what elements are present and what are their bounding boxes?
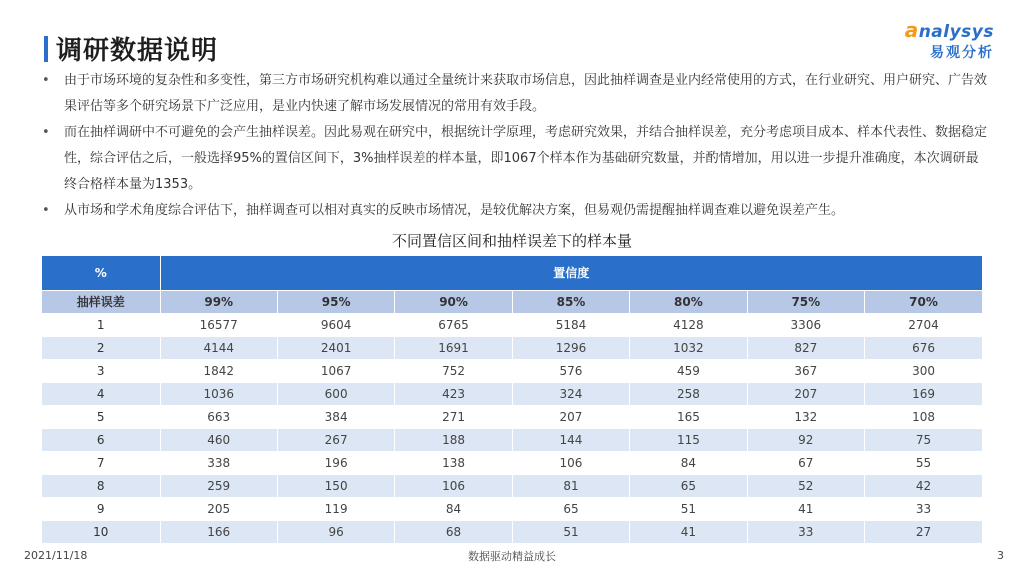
sample-size-cell: 33 bbox=[747, 520, 864, 543]
sample-size-cell: 92 bbox=[747, 428, 864, 451]
sample-size-cell: 459 bbox=[630, 359, 747, 382]
table-row bbox=[42, 520, 982, 543]
table-row bbox=[42, 313, 982, 336]
bullet-icon: • bbox=[42, 73, 50, 88]
sample-size-cell: 207 bbox=[747, 382, 864, 405]
confidence-level-cell: 99% bbox=[160, 290, 277, 313]
sample-size-cell: 663 bbox=[160, 405, 277, 428]
sample-size-cell: 65 bbox=[630, 474, 747, 497]
sample-size-cell: 96 bbox=[277, 520, 394, 543]
sample-size-cell: 41 bbox=[747, 497, 864, 520]
sample-size-cell: 1842 bbox=[160, 359, 277, 382]
sample-size-cell: 1032 bbox=[630, 336, 747, 359]
sample-size-cell: 576 bbox=[512, 359, 629, 382]
sample-size-cell: 115 bbox=[630, 428, 747, 451]
sample-size-cell: 752 bbox=[395, 359, 512, 382]
sample-size-cell: 108 bbox=[865, 405, 982, 428]
sample-size-cell: 258 bbox=[630, 382, 747, 405]
logo-chinese: 易观分析 bbox=[930, 45, 994, 61]
error-cell: 7 bbox=[42, 451, 160, 474]
sample-size-cell: 65 bbox=[512, 497, 629, 520]
confidence-level-cell: 85% bbox=[512, 290, 629, 313]
confidence-level-cell: 90% bbox=[395, 290, 512, 313]
logo-english-rest: nalysys bbox=[918, 22, 994, 42]
sample-size-cell: 68 bbox=[395, 520, 512, 543]
sample-size-cell: 384 bbox=[277, 405, 394, 428]
footer-date: 2021/11/18 bbox=[24, 549, 88, 562]
sample-size-cell: 4128 bbox=[630, 313, 747, 336]
sample-size-cell: 16577 bbox=[160, 313, 277, 336]
sample-size-cell: 300 bbox=[865, 359, 982, 382]
sample-size-cell: 207 bbox=[512, 405, 629, 428]
bullet-item bbox=[40, 68, 990, 120]
page-title: 调研数据说明 bbox=[56, 36, 219, 66]
sample-size-cell: 169 bbox=[865, 382, 982, 405]
sample-size-cell: 259 bbox=[160, 474, 277, 497]
sample-size-cell: 6765 bbox=[395, 313, 512, 336]
sample-size-cell: 188 bbox=[395, 428, 512, 451]
sample-size-cell: 81 bbox=[512, 474, 629, 497]
error-cell: 4 bbox=[42, 382, 160, 405]
sample-size-cell: 132 bbox=[747, 405, 864, 428]
sample-size-cell: 338 bbox=[160, 451, 277, 474]
error-cell: 8 bbox=[42, 474, 160, 497]
header-confidence: 置信度 bbox=[160, 256, 982, 290]
confidence-level-cell: 70% bbox=[865, 290, 982, 313]
sample-size-cell: 1067 bbox=[277, 359, 394, 382]
sample-size-cell: 324 bbox=[512, 382, 629, 405]
sample-size-cell: 33 bbox=[865, 497, 982, 520]
sample-size-cell: 4144 bbox=[160, 336, 277, 359]
sample-size-cell: 27 bbox=[865, 520, 982, 543]
sample-size-cell: 42 bbox=[865, 474, 982, 497]
table-subheader-row bbox=[42, 290, 982, 313]
sample-size-cell: 1691 bbox=[395, 336, 512, 359]
bullet-text: 从市场和学术角度综合评估下，抽样调查可以相对真实的反映市场情况，是较优解决方案，但易观仍需提醒抽样调查难以避免误差产生。 bbox=[64, 203, 845, 218]
table-row bbox=[42, 451, 982, 474]
sample-size-cell: 600 bbox=[277, 382, 394, 405]
sample-size-cell: 138 bbox=[395, 451, 512, 474]
error-cell: 2 bbox=[42, 336, 160, 359]
table-row bbox=[42, 474, 982, 497]
sample-size-cell: 144 bbox=[512, 428, 629, 451]
bullet-icon: • bbox=[42, 203, 50, 218]
table-header-row bbox=[42, 256, 982, 290]
table-row bbox=[42, 359, 982, 382]
sample-size-cell: 1296 bbox=[512, 336, 629, 359]
footer-slogan: 数据驱动精益成长 bbox=[468, 550, 556, 563]
error-cell: 1 bbox=[42, 313, 160, 336]
table-row bbox=[42, 497, 982, 520]
sample-size-cell: 166 bbox=[160, 520, 277, 543]
sample-size-cell: 119 bbox=[277, 497, 394, 520]
sample-size-cell: 271 bbox=[395, 405, 512, 428]
sample-size-cell: 423 bbox=[395, 382, 512, 405]
table-title: 不同置信区间和抽样误差下的样本量 bbox=[391, 232, 632, 250]
bullet-text: 而在抽样调研中不可避免的会产生抽样误差。因此易观在研究中，根据统计学原理，考虑研究效果，并结合抽样误差，充分考虑项目成本、样本代表性、数据稳定性，综合评估之后，一般选择95%的置信区间下，3%抽样误差的样本量，即1067个样本作为基础研究数量，并酌情增加，用以进一步提升准确度，本次调研最终合格样本量为1353。 bbox=[64, 125, 988, 192]
sample-size-cell: 84 bbox=[395, 497, 512, 520]
sample-size-cell: 827 bbox=[747, 336, 864, 359]
sample-size-cell: 460 bbox=[160, 428, 277, 451]
sample-size-cell: 106 bbox=[512, 451, 629, 474]
table-row bbox=[42, 336, 982, 359]
error-cell: 3 bbox=[42, 359, 160, 382]
logo-english bbox=[905, 18, 994, 42]
sample-size-cell: 676 bbox=[865, 336, 982, 359]
sample-size-cell: 55 bbox=[865, 451, 982, 474]
analysys-logo bbox=[905, 18, 994, 62]
logo-mark-letter: a bbox=[904, 18, 919, 42]
table-row bbox=[42, 382, 982, 405]
error-cell: 9 bbox=[42, 497, 160, 520]
sample-size-cell: 5184 bbox=[512, 313, 629, 336]
error-cell: 5 bbox=[42, 405, 160, 428]
sample-size-cell: 1036 bbox=[160, 382, 277, 405]
sample-size-cell: 41 bbox=[630, 520, 747, 543]
table-row bbox=[42, 428, 982, 451]
sample-size-cell: 367 bbox=[747, 359, 864, 382]
sample-size-cell: 150 bbox=[277, 474, 394, 497]
sample-size-cell: 3306 bbox=[747, 313, 864, 336]
confidence-level-cell: 75% bbox=[747, 290, 864, 313]
confidence-level-cell: 80% bbox=[630, 290, 747, 313]
error-cell: 6 bbox=[42, 428, 160, 451]
table-body bbox=[42, 256, 982, 543]
sample-size-cell: 106 bbox=[395, 474, 512, 497]
table-row bbox=[42, 405, 982, 428]
bullet-item bbox=[40, 198, 990, 224]
sample-size-cell: 205 bbox=[160, 497, 277, 520]
sample-size-cell: 2704 bbox=[865, 313, 982, 336]
sample-size-table bbox=[42, 256, 982, 544]
sample-size-cell: 51 bbox=[512, 520, 629, 543]
sample-size-cell: 267 bbox=[277, 428, 394, 451]
sample-size-cell: 165 bbox=[630, 405, 747, 428]
subheader-error-label: 抽样误差 bbox=[42, 290, 160, 313]
sample-size-cell: 67 bbox=[747, 451, 864, 474]
error-cell: 10 bbox=[42, 520, 160, 543]
sample-size-cell: 2401 bbox=[277, 336, 394, 359]
sample-size-cell: 196 bbox=[277, 451, 394, 474]
sample-size-cell: 75 bbox=[865, 428, 982, 451]
sample-size-cell: 84 bbox=[630, 451, 747, 474]
title-accent-bar bbox=[44, 36, 48, 62]
bullet-list bbox=[40, 68, 990, 224]
bullet-item bbox=[40, 120, 990, 198]
page-number: 3 bbox=[997, 549, 1004, 562]
bullet-text: 由于市场环境的复杂性和多变性，第三方市场研究机构难以通过全量统计来获取市场信息，因此抽样调查是业内经常使用的方式，在行业研究、用户研究、广告效果评估等多个研究场景下广泛应用，是业内快速了解市场发展情况的常用有效手段。 bbox=[64, 73, 988, 114]
sample-size-cell: 51 bbox=[630, 497, 747, 520]
confidence-level-cell: 95% bbox=[277, 290, 394, 313]
sample-size-cell: 9604 bbox=[277, 313, 394, 336]
bullet-icon: • bbox=[42, 125, 50, 140]
header-percent: % bbox=[42, 256, 160, 290]
sample-size-cell: 52 bbox=[747, 474, 864, 497]
